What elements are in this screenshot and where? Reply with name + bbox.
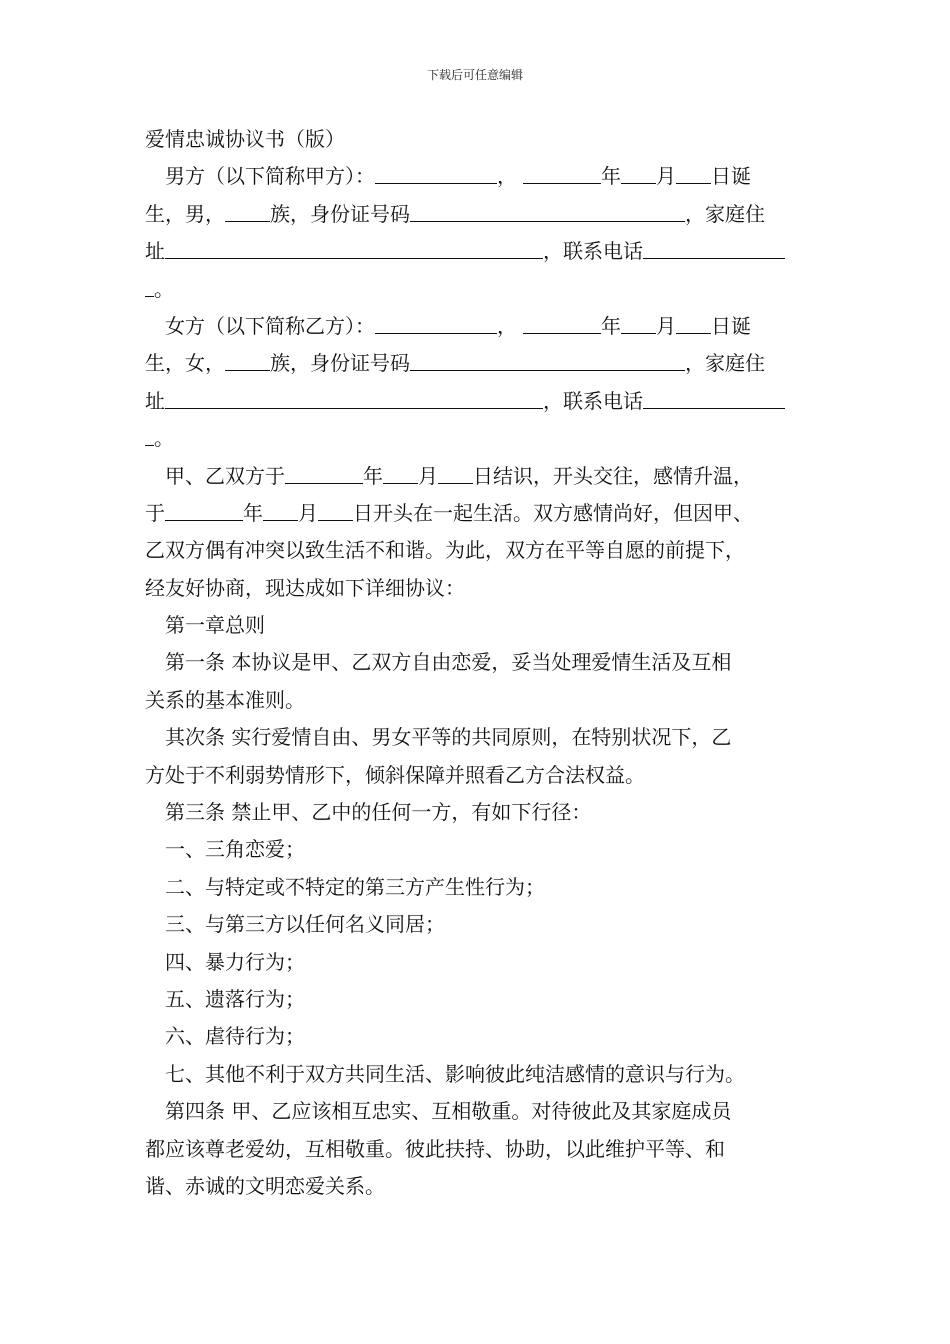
id-number-blank — [410, 200, 685, 222]
male-line-2 — [145, 196, 820, 233]
text: 址 — [145, 239, 165, 264]
phone-blank — [643, 237, 785, 259]
text: 址 — [145, 388, 165, 413]
article-4-line-2: 都应该尊老爱幼，互相敬重。彼此扶持、协助，以此维护平等、和 — [145, 1136, 725, 1161]
text: 女方（以下简称乙方）： — [165, 313, 375, 338]
phone-blank-end — [145, 424, 154, 446]
article-2-line-2: 方处于不利弱势情形下，倾斜保障并照看乙方合法权益。 — [145, 762, 645, 787]
male-line-4 — [145, 271, 820, 308]
article-1-line-1: 第一条 本协议是甲、乙双方自由恋爱，妥当处理爱情生活及互相 — [165, 650, 732, 675]
text: 于 — [145, 500, 165, 525]
text: ，联系电话 — [543, 239, 643, 264]
text: 日诞 — [711, 164, 751, 189]
month-blank — [383, 462, 418, 484]
address-blank — [165, 387, 543, 409]
list-item: 四、暴力行为； — [165, 949, 305, 974]
text: ，家庭住 — [685, 201, 765, 226]
day-blank — [676, 162, 711, 184]
text: 甲、乙双方于 — [165, 463, 285, 488]
text: 男方（以下简称甲方）： — [165, 164, 375, 189]
year-blank — [165, 499, 243, 521]
day-blank — [318, 499, 353, 521]
intro-line-2 — [145, 495, 820, 532]
list-item: 一、三角恋爱； — [165, 837, 305, 862]
text: 月 — [298, 500, 318, 525]
list-item: 七、其他不利于双方共同生活、影响彼此纯洁感情的意识与行为。 — [165, 1061, 745, 1086]
day-blank — [438, 462, 473, 484]
male-line-1 — [145, 158, 820, 195]
text: 。 — [154, 426, 174, 451]
year-blank — [285, 462, 363, 484]
text: 族，身份证号码 — [270, 201, 410, 226]
year-blank — [523, 162, 601, 184]
article-2-line-1: 其次条 实行爱情自由、男女平等的共同原则，在特别状况下，乙 — [165, 725, 732, 750]
ethnicity-blank — [225, 200, 270, 222]
female-line-4 — [145, 420, 820, 457]
female-line-2 — [145, 345, 820, 382]
text: 。 — [154, 276, 174, 301]
text: 月 — [656, 164, 676, 189]
intro-line-4: 经友好协商，现达成如下详细协议： — [145, 575, 465, 600]
text: ， — [497, 313, 517, 338]
text: 生，男， — [145, 201, 225, 226]
list-item: 六、虐待行为； — [165, 1024, 305, 1049]
text: 日开头在一起生活。双方感情尚好，但因甲、 — [353, 500, 753, 525]
address-blank — [165, 237, 543, 259]
text: 年 — [601, 313, 621, 338]
text: 年 — [601, 164, 621, 189]
text: ，家庭住 — [685, 351, 765, 376]
month-blank — [621, 162, 656, 184]
female-line-3 — [145, 383, 820, 420]
text: ， — [497, 164, 517, 189]
intro-line-3: 乙双方偶有冲突以致生活不和谐。为此，双方在平等自愿的前提下， — [145, 538, 745, 563]
list-item: 五、遗落行为； — [165, 986, 305, 1011]
page-header: 下载后可任意编辑 — [426, 68, 523, 82]
female-line-1 — [145, 308, 820, 345]
id-number-blank — [410, 349, 685, 371]
month-blank — [621, 312, 656, 334]
text: 年 — [363, 463, 383, 488]
phone-blank-end — [145, 275, 154, 297]
phone-blank — [643, 387, 785, 409]
text: 日结识，开头交往，感情升温， — [473, 463, 753, 488]
name-blank — [375, 312, 497, 334]
year-blank — [523, 312, 601, 334]
article-1-line-2: 关系的基本准则。 — [145, 687, 305, 712]
text: 日诞 — [711, 313, 751, 338]
chapter-heading: 第一章总则 — [165, 613, 265, 638]
text: ，联系电话 — [543, 388, 643, 413]
text: 月 — [418, 463, 438, 488]
article-3: 第三条 禁止甲、乙中的任何一方，有如下行径： — [165, 800, 592, 825]
article-4-line-1: 第四条 甲、乙应该相互忠实、互相敬重。对待彼此及其家庭成员 — [165, 1099, 732, 1124]
text: 族，身份证号码 — [270, 351, 410, 376]
list-item: 三、与第三方以任何名义同居； — [165, 912, 445, 937]
month-blank — [263, 499, 298, 521]
list-item: 二、与特定或不特定的第三方产生性行为； — [165, 874, 545, 899]
text: 年 — [243, 500, 263, 525]
document-title: 爱情忠诚协议书（版） — [145, 127, 345, 151]
male-line-3 — [145, 233, 820, 270]
text: 生，女， — [145, 351, 225, 376]
day-blank — [676, 312, 711, 334]
name-blank — [375, 162, 497, 184]
ethnicity-blank — [225, 349, 270, 371]
intro-line-1 — [145, 458, 820, 495]
document-body — [145, 121, 820, 1205]
article-4-line-3: 谐、赤诚的文明恋爱关系。 — [145, 1173, 385, 1198]
text: 月 — [656, 313, 676, 338]
